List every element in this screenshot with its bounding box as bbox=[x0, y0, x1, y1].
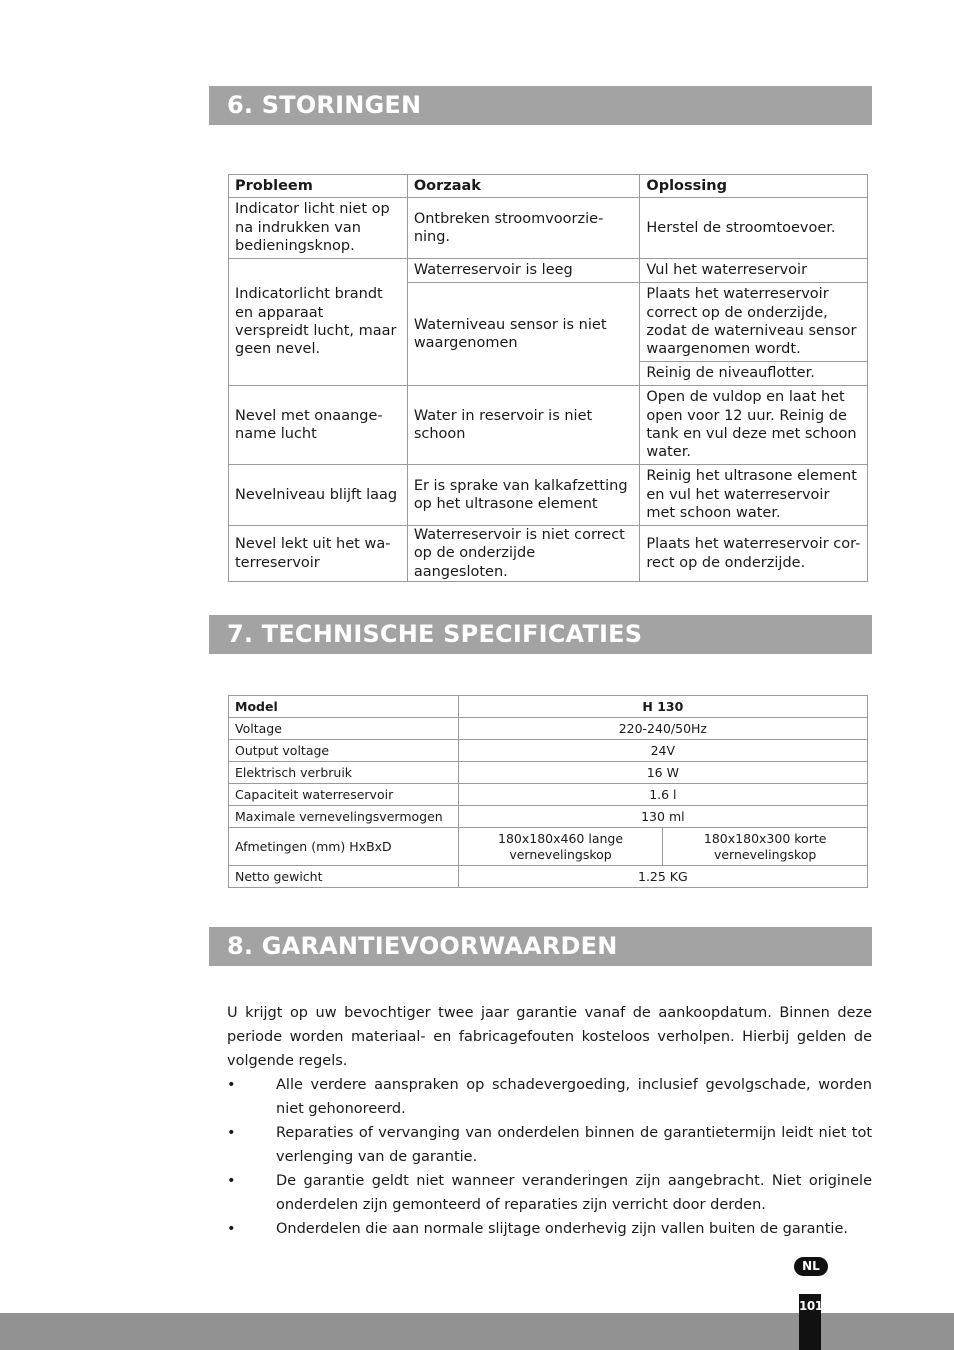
spec-label: Model bbox=[229, 696, 459, 718]
list-item bbox=[227, 1217, 872, 1241]
cell-oplossing: Herstel de stroomtoevoer. bbox=[640, 198, 868, 259]
cell-oplossing: Reinig het ultrasone element en vul het waterreservoir met schoon water. bbox=[640, 465, 868, 526]
table-row bbox=[229, 465, 868, 526]
section-title-warranty: 8. GARANTIEVOORWAARDEN bbox=[209, 927, 872, 966]
table-row bbox=[229, 718, 868, 740]
list-item-text: Onderdelen die aan normale slijtage onderhevig zijn vallen buiten de garantie. bbox=[276, 1221, 848, 1237]
spec-value: 180x180x300 korte vernevelingskop bbox=[663, 828, 868, 866]
page-number: 101 bbox=[799, 1294, 821, 1350]
cell-oorzaak: Waterreservoir is leeg bbox=[407, 259, 640, 283]
cell-oorzaak: Waterniveau sensor is niet waargenomen bbox=[407, 283, 640, 386]
cell-oorzaak: Er is sprake van kalkafzetting op het ultrasone element bbox=[407, 465, 640, 526]
cell-probleem: Indicator licht niet op na indrukken van bedieningsknop. bbox=[229, 198, 408, 259]
spec-label: Capaciteit waterreservoir bbox=[229, 784, 459, 806]
cell-oorzaak: Ontbreken stroomvoorzie-ning. bbox=[407, 198, 640, 259]
table-row bbox=[229, 526, 868, 582]
cell-probleem: Nevelniveau blijft laag bbox=[229, 465, 408, 526]
list-item bbox=[227, 1169, 872, 1217]
bullet-icon: • bbox=[227, 1125, 236, 1141]
list-item-text: Alle verdere aanspraken op schadevergoeding, inclusief gevolgschade, worden niet gehonoreerd. bbox=[276, 1077, 872, 1117]
warranty-intro: U krijgt op uw bevochtiger twee jaar garantie vanaf de aankoopdatum. Binnen deze periode worden materiaal- en fabricagefouten kosteloos verholpen. Hierbij gelden de volgende regels. bbox=[227, 1005, 872, 1069]
language-badge: NL bbox=[794, 1257, 828, 1276]
cell-oplossing: Plaats het waterreservoir cor-rect op de onderzijde. bbox=[640, 526, 868, 582]
table-row bbox=[229, 696, 868, 718]
section-title-specs: 7. TECHNISCHE SPECIFICATIES bbox=[209, 615, 872, 654]
table-row bbox=[229, 866, 868, 888]
table-row bbox=[229, 806, 868, 828]
list-item-text: De garantie geldt niet wanneer veranderingen zijn aangebracht. Niet originele onderdelen zijn gemonteerd of reparaties zijn verricht door derden. bbox=[276, 1173, 872, 1213]
spec-value: 220-240/50Hz bbox=[458, 718, 867, 740]
table-row bbox=[229, 386, 868, 465]
list-item-text: Reparaties of vervanging van onderdelen binnen de garantietermijn leidt niet tot verlenging van de garantie. bbox=[276, 1125, 872, 1165]
spec-label: Afmetingen (mm) HxBxD bbox=[229, 828, 459, 866]
warranty-list bbox=[227, 1073, 872, 1241]
cell-probleem: Nevel met onaange-name lucht bbox=[229, 386, 408, 465]
cell-oplossing: Open de vuldop en laat het open voor 12 uur. Reinig de tank en vul deze met schoon water. bbox=[640, 386, 868, 465]
section-title-storingen: 6. STORINGEN bbox=[209, 86, 872, 125]
header-oplossing: Oplossing bbox=[640, 175, 868, 198]
table-row bbox=[229, 828, 868, 866]
cell-probleem: Nevel lekt uit het wa-terreservoir bbox=[229, 526, 408, 582]
table-row bbox=[229, 259, 868, 283]
bullet-icon: • bbox=[227, 1077, 236, 1093]
table-header-row bbox=[229, 175, 868, 198]
spec-value: 130 ml bbox=[458, 806, 867, 828]
cell-oplossing: Vul het waterreservoir bbox=[640, 259, 868, 283]
spec-value: 1.6 l bbox=[458, 784, 867, 806]
troubleshooting-table bbox=[228, 174, 868, 582]
specifications-table bbox=[228, 695, 868, 888]
spec-label: Voltage bbox=[229, 718, 459, 740]
bullet-icon: • bbox=[227, 1221, 236, 1237]
spec-value: 24V bbox=[458, 740, 867, 762]
spec-value: 16 W bbox=[458, 762, 867, 784]
cell-oplossing: Plaats het waterreservoir correct op de onderzijde, zodat de waterniveau sensor waargenomen wordt. bbox=[640, 283, 868, 362]
cell-oorzaak: Waterreservoir is niet correct op de onderzijde aangesloten. bbox=[407, 526, 640, 582]
cell-probleem: Indicatorlicht brandt en apparaat verspreidt lucht, maar geen nevel. bbox=[229, 259, 408, 386]
spec-label: Output voltage bbox=[229, 740, 459, 762]
spec-label: Elektrisch verbruik bbox=[229, 762, 459, 784]
spec-value: 1.25 KG bbox=[458, 866, 867, 888]
table-row bbox=[229, 740, 868, 762]
header-oorzaak: Oorzaak bbox=[407, 175, 640, 198]
header-probleem: Probleem bbox=[229, 175, 408, 198]
cell-oplossing: Reinig de niveauflotter. bbox=[640, 362, 868, 386]
list-item bbox=[227, 1121, 872, 1169]
spec-label: Netto gewicht bbox=[229, 866, 459, 888]
table-row bbox=[229, 198, 868, 259]
spec-value: H 130 bbox=[458, 696, 867, 718]
list-item bbox=[227, 1073, 872, 1121]
bullet-icon: • bbox=[227, 1173, 236, 1189]
cell-oorzaak: Water in reservoir is niet schoon bbox=[407, 386, 640, 465]
spec-label: Maximale vernevelingsvermogen bbox=[229, 806, 459, 828]
table-row bbox=[229, 762, 868, 784]
spec-value: 180x180x460 lange vernevelingskop bbox=[458, 828, 663, 866]
table-row bbox=[229, 784, 868, 806]
